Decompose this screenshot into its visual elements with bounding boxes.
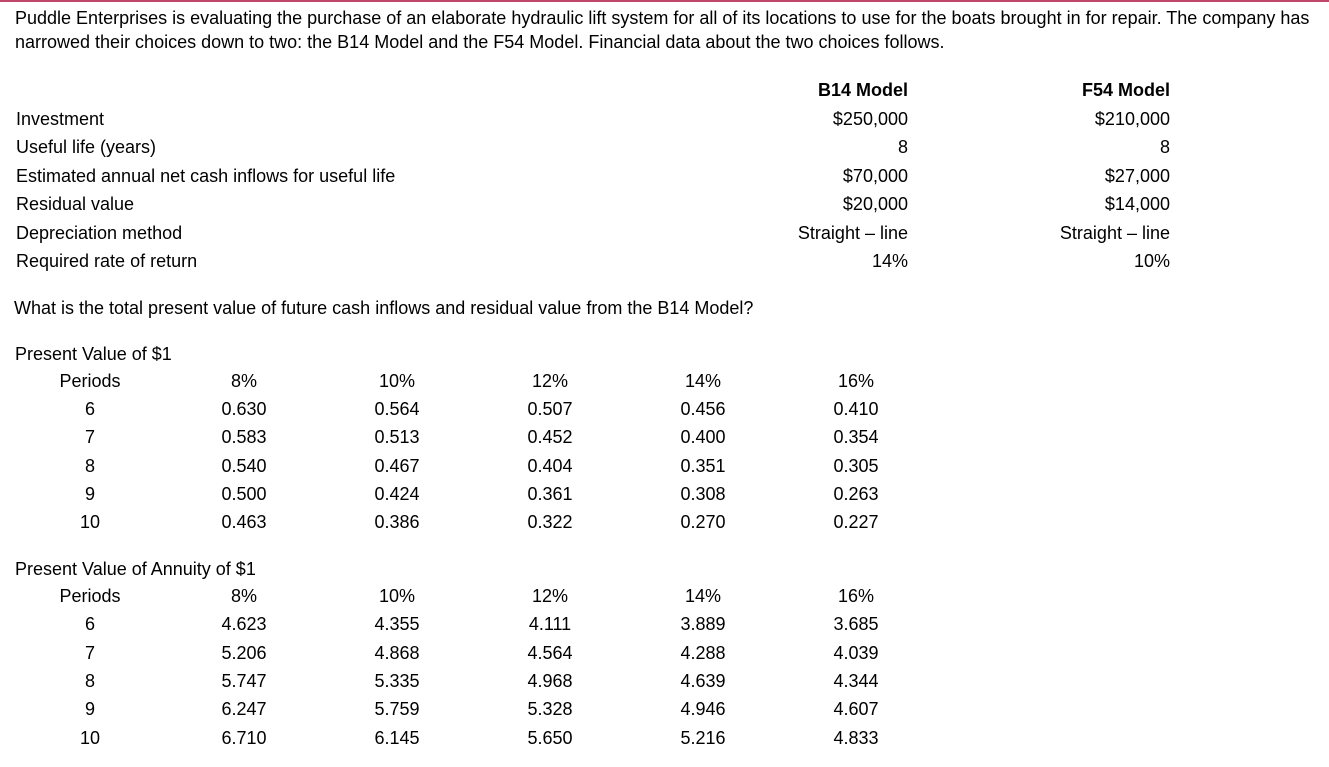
factor-cell: 0.463 <box>221 512 267 532</box>
factor-cell: 0.308 <box>680 484 726 504</box>
rate-header: 10% <box>378 371 416 391</box>
factor-cell: 5.650 <box>527 728 573 748</box>
row-label: Residual value <box>16 194 135 214</box>
f54-value: $27,000 <box>1104 166 1170 186</box>
factor-cell: 0.467 <box>374 456 420 476</box>
top-divider <box>0 0 1329 2</box>
factor-cell: 0.630 <box>221 399 267 419</box>
factor-cell: 0.351 <box>680 456 726 476</box>
period-cell: 8 <box>84 456 95 476</box>
periods-header: Periods <box>59 586 121 606</box>
factor-cell: 5.747 <box>221 671 267 691</box>
rate-header: 14% <box>684 586 722 606</box>
period-cell: 6 <box>84 614 95 634</box>
period-cell: 6 <box>84 399 95 419</box>
rate-header: 10% <box>378 586 416 606</box>
factor-cell: 4.868 <box>374 643 420 663</box>
row-label: Estimated annual net cash inflows for useful life <box>16 166 396 186</box>
period-cell: 7 <box>84 427 95 447</box>
factor-cell: 0.452 <box>527 427 573 447</box>
row-label: Required rate of return <box>16 251 198 271</box>
factor-cell: 0.410 <box>833 399 879 419</box>
f54-value: 8 <box>1159 137 1170 157</box>
factor-cell: 0.513 <box>374 427 420 447</box>
factor-cell: 0.354 <box>833 427 879 447</box>
factor-cell: 4.355 <box>374 614 420 634</box>
factor-cell: 4.564 <box>527 643 573 663</box>
period-cell: 7 <box>84 643 95 663</box>
factor-cell: 4.968 <box>527 671 573 691</box>
factor-cell: 0.361 <box>527 484 573 504</box>
factor-cell: 0.386 <box>374 512 420 532</box>
period-cell: 10 <box>79 728 101 748</box>
period-cell: 10 <box>79 512 101 532</box>
factor-cell: 5.335 <box>374 671 420 691</box>
f54-value: $14,000 <box>1104 194 1170 214</box>
factor-cell: 0.500 <box>221 484 267 504</box>
factor-cell: 0.227 <box>833 512 879 532</box>
factor-cell: 4.607 <box>833 699 879 719</box>
row-label: Depreciation method <box>16 223 183 243</box>
rate-header: 14% <box>684 371 722 391</box>
factor-cell: 0.583 <box>221 427 267 447</box>
factor-cell: 0.540 <box>221 456 267 476</box>
factor-cell: 4.039 <box>833 643 879 663</box>
b14-value: $20,000 <box>842 194 908 214</box>
period-cell: 9 <box>84 699 95 719</box>
factor-cell: 3.889 <box>680 614 726 634</box>
b14-model-header: B14 Model <box>817 80 908 100</box>
f54-value: Straight – line <box>1059 223 1170 243</box>
rate-header: 12% <box>531 371 569 391</box>
f54-value: $210,000 <box>1094 109 1170 129</box>
factor-cell: 6.145 <box>374 728 420 748</box>
factor-cell: 0.263 <box>833 484 879 504</box>
factor-cell: 0.270 <box>680 512 726 532</box>
factor-cell: 4.623 <box>221 614 267 634</box>
factor-cell: 0.322 <box>527 512 573 532</box>
factor-cell: 4.288 <box>680 643 726 663</box>
row-label: Investment <box>16 109 105 129</box>
factor-cell: 6.710 <box>221 728 267 748</box>
factor-cell: 0.507 <box>527 399 573 419</box>
factor-cell: 3.685 <box>833 614 879 634</box>
question-text: What is the total present value of future cash inflows and residual value from the B14 Model? <box>14 298 754 318</box>
problem-intro: Puddle Enterprises is evaluating the purchase of an elaborate hydraulic lift system for all of its locations to use for the boats brought in for repair. The company has narrowed their choices down to two: the B14 Model and the F54 Model. Financial data about the two choices follows. <box>15 8 1310 52</box>
annuity-table-title: Present Value of Annuity of $1 <box>15 559 256 579</box>
factor-cell: 5.759 <box>374 699 420 719</box>
factor-cell: 0.305 <box>833 456 879 476</box>
factor-cell: 0.456 <box>680 399 726 419</box>
f54-model-header: F54 Model <box>1081 80 1170 100</box>
factor-cell: 0.400 <box>680 427 726 447</box>
f54-value: 10% <box>1133 251 1170 271</box>
rate-header: 16% <box>837 371 875 391</box>
b14-value: $250,000 <box>832 109 908 129</box>
rate-header: 8% <box>230 371 257 391</box>
factor-cell: 0.404 <box>527 456 573 476</box>
factor-cell: 5.328 <box>527 699 573 719</box>
factor-cell: 5.206 <box>221 643 267 663</box>
pv-table-title: Present Value of $1 <box>15 344 172 364</box>
period-cell: 8 <box>84 671 95 691</box>
factor-cell: 4.639 <box>680 671 726 691</box>
factor-cell: 0.424 <box>374 484 420 504</box>
rate-header: 12% <box>531 586 569 606</box>
factor-cell: 5.216 <box>680 728 726 748</box>
row-label: Useful life (years) <box>16 137 157 157</box>
b14-value: Straight – line <box>797 223 908 243</box>
b14-value: 14% <box>871 251 908 271</box>
factor-cell: 4.344 <box>833 671 879 691</box>
periods-header: Periods <box>59 371 121 391</box>
factor-cell: 4.833 <box>833 728 879 748</box>
factor-cell: 6.247 <box>221 699 267 719</box>
period-cell: 9 <box>84 484 95 504</box>
b14-value: $70,000 <box>842 166 908 186</box>
factor-cell: 0.564 <box>374 399 420 419</box>
rate-header: 8% <box>230 586 257 606</box>
rate-header: 16% <box>837 586 875 606</box>
b14-value: 8 <box>897 137 908 157</box>
factor-cell: 4.946 <box>680 699 726 719</box>
factor-cell: 4.111 <box>528 614 572 634</box>
